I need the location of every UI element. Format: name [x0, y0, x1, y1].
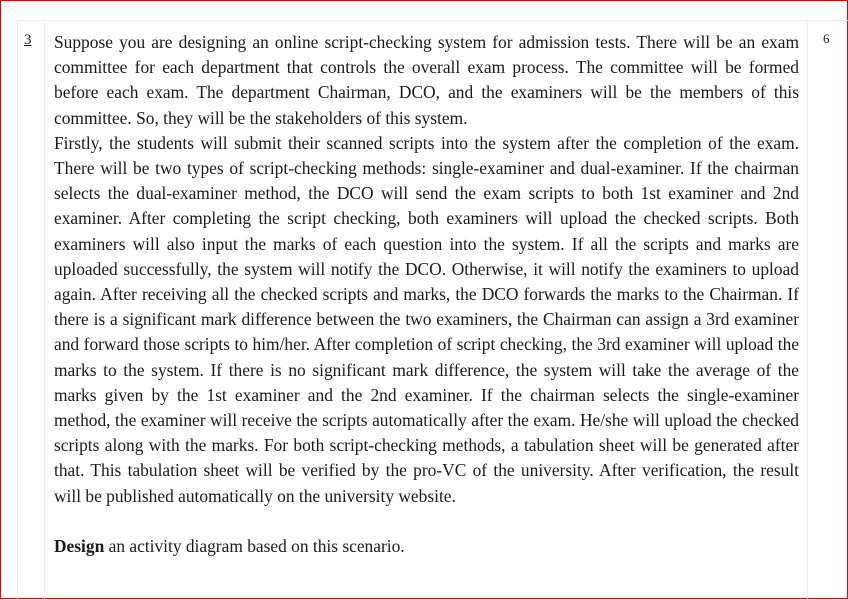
- column-divider-right: [807, 20, 808, 599]
- question-marks: 6: [823, 31, 830, 46]
- task-rest: an activity diagram based on this scenario.: [104, 536, 405, 557]
- task-instruction: [54, 534, 799, 559]
- scenario-intro: Suppose you are designing an online script-checking system for admission tests. There will be an exam committee for each department that controls the overall exam process. The committee will be formed before each exam. The department Chairman, DCO, and the examiners will be the members of this committee. So, they will be the stakeholders of this system.: [54, 32, 799, 128]
- paragraph-gap: [54, 509, 799, 534]
- scenario-body: Firstly, the students will submit their scanned scripts into the system after the completion of the exam. There will be two types of script-checking methods: single-examiner and dual-examiner. If the chairman selects the dual-examiner method, the DCO will send the exam scripts to both 1st examiner and 2nd examiner. After completing the script checking, both examiners will upload the checked scripts. Both examiners will also input the marks of each question into the system. If all the scripts and marks are uploaded successfully, the system will notify the DCO. Otherwise, it will notify the examiners to upload again. After receiving all the checked scripts and marks, the DCO forwards the marks to the Chairman. If there is a significant mark difference between the two examiners, the Chairman can assign a 3rd examiner and forward those scripts to him/her. After completion of script checking, the 3rd examiner will upload the marks to the system. If there is no significant mark difference, the system will take the average of the marks given by the 1st examiner and the 2nd examiner. If the chairman selects the single-examiner method, the examiner will receive the scripts automatically after the exam. He/she will upload the checked scripts along with the marks. For both script-checking methods, a tabulation sheet will be generated after that. This tabulation sheet will be verified by the pro-VC of the university. After verification, the result will be published automatically on the university website.: [54, 132, 799, 506]
- question-number: 3: [24, 32, 32, 48]
- task-verb: Design: [54, 536, 105, 557]
- column-divider-left: [44, 20, 45, 599]
- question-text: [54, 30, 799, 559]
